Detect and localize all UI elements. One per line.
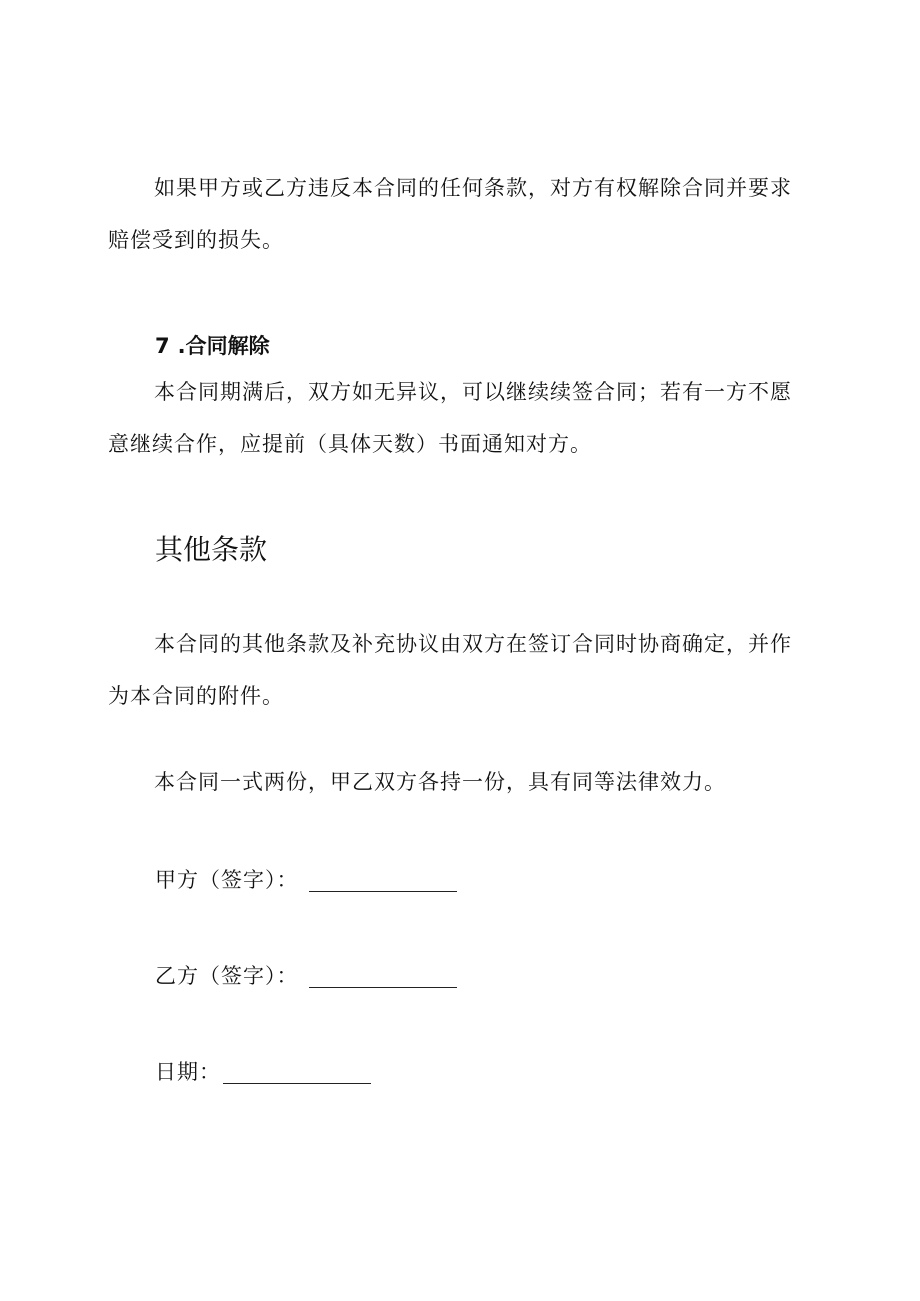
section-7-title: .合同解除 — [177, 334, 270, 358]
breach-paragraph: 如果甲方或乙方违反本合同的任何条款，对方有权解除合同并要求赔偿受到的损失。 — [108, 176, 792, 252]
section-7-heading — [155, 330, 270, 360]
party-a-label: 甲方（签字）： — [155, 868, 299, 892]
section-7-number: 7 — [155, 334, 170, 358]
other-terms-paragraph: 本合同的其他条款及补充协议由双方在签订合同时协商确定，并作为本合同的附件。 — [108, 632, 792, 708]
date-field[interactable] — [223, 1063, 371, 1084]
other-terms-heading: 其他条款 — [155, 533, 268, 566]
date-label: 日期： — [155, 1060, 221, 1084]
party-b-label: 乙方（签字）： — [155, 964, 299, 988]
party-a-signature-field[interactable] — [309, 871, 457, 892]
termination-paragraph: 本合同期满后，双方如无异议，可以继续续签合同；若有一方不愿意继续合作，应提前（具体天数）书面通知对方。 — [108, 380, 792, 456]
party-a-signature — [155, 864, 457, 894]
copies-paragraph: 本合同一式两份，甲乙双方各持一份，具有同等法律效力。 — [154, 770, 726, 794]
date-signature — [155, 1056, 371, 1086]
party-b-signature — [155, 960, 457, 990]
party-b-signature-field[interactable] — [309, 967, 457, 988]
